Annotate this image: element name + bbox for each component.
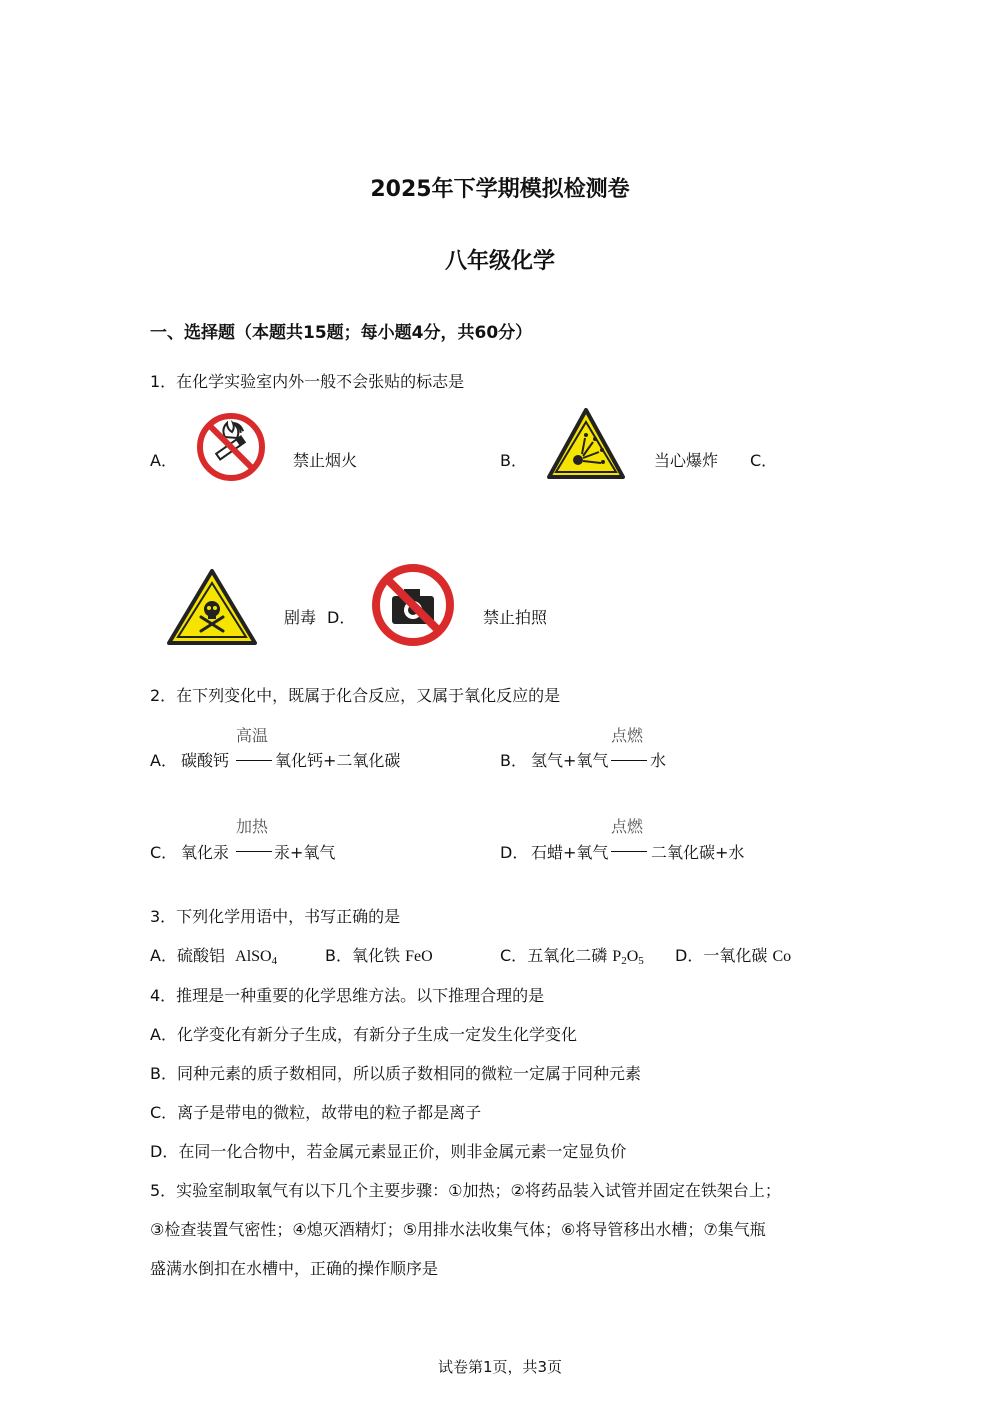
q5-line-2: ③检查装置气密性；④熄灭酒精灯；⑤用排水法收集气体；⑥将导管移出水槽；⑦集气瓶 — [150, 1220, 766, 1239]
q4-option-b: B．同种元素的质子数相同，所以质子数相同的微粒一定属于同种元素 — [150, 1064, 641, 1083]
page-footer: 试卷第1页，共3页 — [437, 1358, 563, 1376]
q2-stem: 2．在下列变化中，既属于化合反应，又属于氧化反应的是 — [150, 686, 561, 705]
q3-d-letter: D． — [675, 946, 704, 965]
q1-option-a-label: 禁止烟火 — [293, 451, 358, 470]
q3-b-letter: B． — [325, 946, 352, 965]
q3-a-formula: AlSO — [235, 948, 272, 965]
explosion-warning-icon — [545, 406, 627, 486]
q2-d-reactants: 石蜡+氧气 — [531, 843, 609, 862]
q1-option-d-label: 禁止拍照 — [483, 608, 548, 627]
q3-c-formula-p: P — [612, 948, 622, 965]
q2-d-arrow — [611, 851, 647, 852]
q3-a-name: 硫酸铝 — [176, 946, 225, 965]
q1-option-a-letter: A． — [150, 451, 177, 470]
q2-a-products: 氧化钙+二氧化碳 — [275, 751, 401, 770]
no-fire-icon — [195, 411, 267, 487]
q3-b-name: 氧化铁 — [351, 946, 400, 965]
section-heading: 一、选择题（本题共15题；每小题4分，共60分） — [150, 323, 533, 343]
q3-c-letter: C． — [500, 946, 528, 965]
q3-stem: 3．下列化学用语中，书写正确的是 — [150, 907, 401, 926]
q3-d-name: 一氧化碳 — [703, 946, 768, 965]
q1-stem: 1．在化学实验室内外一般不会张贴的标志是 — [150, 372, 465, 391]
q3-b-formula: FeO — [405, 948, 433, 965]
q2-c-arrow — [236, 851, 272, 852]
q3-option-c — [500, 946, 644, 967]
q4-option-d: D．在同一化合物中，若金属元素显正价，则非金属元素一定显负价 — [150, 1142, 627, 1161]
q3-option-d — [675, 946, 791, 967]
q2-a-reactants: 碳酸钙 — [181, 751, 230, 770]
q5-line-1: 5．实验室制取氧气有以下几个主要步骤：①加热；②将药品装入试管并固定在铁架台上； — [150, 1181, 781, 1200]
q1-option-b-label: 当心爆炸 — [654, 451, 719, 470]
q2-a-condition: 高温 — [236, 726, 269, 745]
q3-a-letter: A． — [150, 946, 177, 965]
q2-a-arrow — [236, 760, 272, 761]
exam-subtitle: 八年级化学 — [444, 249, 555, 274]
q2-b-condition: 点燃 — [611, 726, 644, 745]
q3-option-a — [150, 946, 277, 967]
q3-a-formula-sub: 4 — [271, 955, 278, 967]
q2-c-letter: C． — [150, 843, 178, 862]
q2-d-letter: D． — [500, 843, 529, 862]
q5-line-3: 盛满水倒扣在水槽中，正确的操作顺序是 — [150, 1259, 439, 1278]
q3-option-b — [325, 946, 433, 967]
q2-c-condition: 加热 — [236, 817, 269, 836]
q1-option-c-letter: C． — [750, 451, 778, 470]
q3-c-formula-o: O — [626, 948, 639, 965]
q2-d-products: 二氧化碳+水 — [651, 843, 745, 862]
q1-option-b-letter: B． — [500, 451, 527, 470]
q3-c-formula-p-sub: 2 — [621, 955, 627, 967]
q4-option-a: A．化学变化有新分子生成，有新分子生成一定发生化学变化 — [150, 1025, 577, 1044]
q4-stem: 4．推理是一种重要的化学思维方法。以下推理合理的是 — [150, 986, 545, 1005]
q2-c-products: 汞+氧气 — [274, 843, 336, 862]
q1-option-d-letter: D． — [327, 608, 356, 627]
no-photo-icon — [370, 562, 456, 652]
q3-c-formula-o-sub: 5 — [638, 955, 644, 967]
q2-b-letter: B． — [500, 751, 527, 770]
q2-b-products: 水 — [650, 751, 667, 770]
q2-b-arrow — [611, 760, 647, 761]
toxic-warning-icon — [165, 567, 259, 651]
q3-d-formula: Co — [772, 948, 792, 965]
q1-option-c-label: 剧毒 — [284, 608, 317, 627]
q3-c-name: 五氧化二磷 — [527, 946, 608, 965]
q4-option-c: C．离子是带电的微粒，故带电的粒子都是离子 — [150, 1103, 482, 1122]
exam-title: 2025年下学期模拟检测卷 — [370, 177, 630, 202]
q2-d-condition: 点燃 — [611, 817, 644, 836]
q2-a-letter: A． — [150, 751, 177, 770]
q2-b-reactants: 氢气+氧气 — [531, 751, 609, 770]
q2-c-reactants: 氧化汞 — [181, 843, 230, 862]
